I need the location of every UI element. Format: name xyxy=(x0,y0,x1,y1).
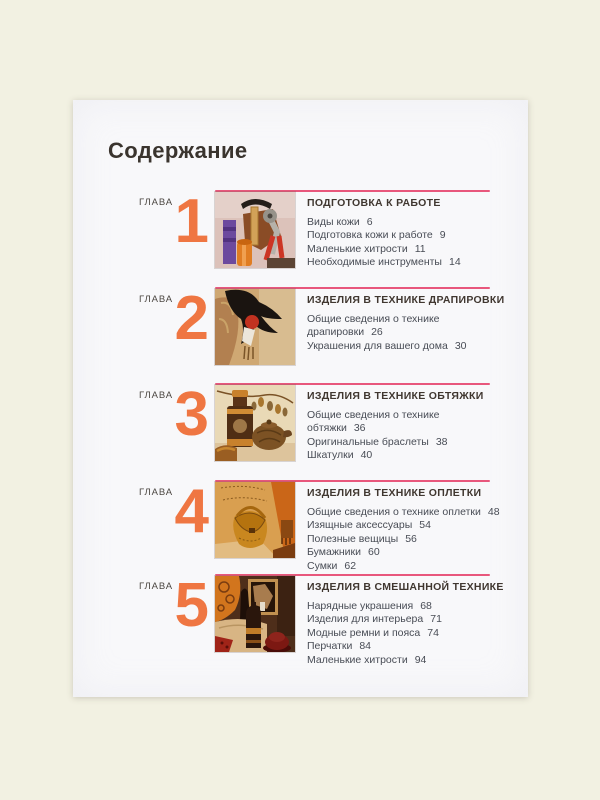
chapter-row xyxy=(73,187,528,276)
toc-entry-text: Бумажники xyxy=(307,546,361,559)
toc-entry xyxy=(307,627,523,640)
toc-entry-page-number: 62 xyxy=(344,559,357,572)
toc-entry-page-number: 48 xyxy=(487,506,500,518)
toc-entry-text: Подготовка кожи к работе xyxy=(307,229,433,242)
toc-entry-text: Виды кожи xyxy=(307,216,360,228)
toc-entry-page-number: 74 xyxy=(427,626,439,639)
toc-entry xyxy=(307,229,523,242)
toc-entry xyxy=(307,409,523,422)
toc-entry xyxy=(307,243,523,256)
toc-entry xyxy=(307,436,523,449)
toc-entry-text: обтяжки xyxy=(307,422,347,435)
toc-entry xyxy=(307,654,523,667)
chapter-title: ИЗДЕЛИЯ В ТЕХНИКЕ ОБТЯЖКИ xyxy=(307,390,484,402)
section-list xyxy=(307,313,523,353)
toc-entry xyxy=(307,256,523,269)
toc-entry-text: Общие сведения о технике xyxy=(307,313,440,325)
toc-entry-page-number: 84 xyxy=(359,640,372,653)
section-list xyxy=(307,506,523,573)
toc-entry xyxy=(307,533,523,546)
chapter-title: ПОДГОТОВКА К РАБОТЕ xyxy=(307,197,441,209)
toc-entry xyxy=(307,506,523,519)
leather-mask-photo xyxy=(215,289,295,365)
toc-entry-page-number: 26 xyxy=(371,326,383,339)
toc-entry-page-number: 6 xyxy=(366,216,373,228)
toc-entry-page-number: 56 xyxy=(405,532,417,545)
toc-entry-text: Необходимые инструменты xyxy=(307,256,442,269)
toc-entry-text: Маленькие хитрости xyxy=(307,242,408,255)
toc-entry-page-number: 54 xyxy=(419,519,431,532)
chapter-text-block xyxy=(307,390,523,463)
toc-entry xyxy=(307,340,523,353)
toc-entry-text: Украшения для вашего дома xyxy=(307,339,448,352)
toc-entry-page-number: 94 xyxy=(414,653,427,666)
toc-entry-text: Изящные аксессуары xyxy=(307,519,413,532)
toc-entry xyxy=(307,519,523,532)
toc-entry-page-number: 14 xyxy=(448,256,461,269)
chapter-row xyxy=(73,284,528,373)
toc-entry xyxy=(307,216,523,229)
toc-entry-text: Полезные вещицы xyxy=(307,532,399,545)
chapter-label: ГЛАВА xyxy=(139,487,174,498)
toc-entry xyxy=(307,313,523,326)
chapter-row xyxy=(73,571,528,666)
chapter-text-block xyxy=(307,581,523,667)
toc-entry-page-number: 40 xyxy=(360,449,373,462)
toc-entry-page-number: 11 xyxy=(414,242,426,255)
toc-entry-text: Общие сведения о технике xyxy=(307,409,440,421)
chapter-number: 4 xyxy=(174,477,209,546)
toc-entry-page-number: 38 xyxy=(435,435,448,448)
toc-entry-page-number: 68 xyxy=(420,600,432,612)
chapter-text-block xyxy=(307,487,523,573)
chapter-label: ГЛАВА xyxy=(139,390,174,401)
leather-bags-photo xyxy=(215,482,295,558)
chapter-title: ИЗДЕЛИЯ В ТЕХНИКЕ ОПЛЕТКИ xyxy=(307,487,482,499)
chapter-title: ИЗДЕЛИЯ В ТЕХНИКЕ ДРАПИРОВКИ xyxy=(307,294,505,306)
toc-entry-page-number: 9 xyxy=(439,229,446,242)
chapter-label: ГЛАВА xyxy=(139,197,174,208)
toc-entry-text: Изделия для интерьера xyxy=(307,613,424,626)
toc-entry-text: Оригинальные браслеты xyxy=(307,435,429,448)
book-page xyxy=(73,100,528,697)
toc-entry-page-number: 30 xyxy=(454,339,467,352)
covered-vessels-photo xyxy=(215,385,295,461)
section-list xyxy=(307,409,523,463)
toc-entry xyxy=(307,560,523,573)
toc-entry xyxy=(307,422,523,435)
chapter-number: 5 xyxy=(174,571,209,640)
toc-entry xyxy=(307,449,523,462)
section-list xyxy=(307,216,523,270)
chapter-row xyxy=(73,380,528,469)
chapter-label: ГЛАВА xyxy=(139,581,174,592)
chapter-label: ГЛАВА xyxy=(139,294,174,305)
toc-entry-text: Общие сведения о технике оплетки xyxy=(307,506,481,518)
section-list xyxy=(307,600,523,667)
chapter-text-block xyxy=(307,294,523,353)
toc-entry-text: Шкатулки xyxy=(307,449,354,462)
page-title: Содержание xyxy=(108,138,248,163)
toc-entry xyxy=(307,613,523,626)
toc-entry-text: Перчатки xyxy=(307,640,353,653)
toc-entry xyxy=(307,600,523,613)
chapter-title: ИЗДЕЛИЯ В СМЕШАННОЙ ТЕХНИКЕ xyxy=(307,581,504,593)
chapter-number: 1 xyxy=(174,187,209,256)
chapter-number: 2 xyxy=(174,284,209,353)
toc-entry-text: Сумки xyxy=(307,559,338,572)
toc-entry-text: Маленькие хитрости xyxy=(307,653,408,666)
toc-entry-text: Модные ремни и пояса xyxy=(307,626,421,639)
toc-entry-text: драпировки xyxy=(307,326,365,339)
toc-entry-page-number: 36 xyxy=(353,422,366,435)
chapter-number: 3 xyxy=(174,380,209,449)
interior-items-photo xyxy=(215,576,295,652)
toc-entry xyxy=(307,546,523,559)
toc-entry-text: Нарядные украшения xyxy=(307,600,414,612)
toc-entry xyxy=(307,640,523,653)
toc-entry-page-number: 60 xyxy=(368,546,380,559)
toc-entry-page-number: 71 xyxy=(430,613,442,626)
leather-tools-photo xyxy=(215,192,295,268)
toc-entry xyxy=(307,326,523,339)
chapter-row xyxy=(73,477,528,572)
chapter-text-block xyxy=(307,197,523,270)
